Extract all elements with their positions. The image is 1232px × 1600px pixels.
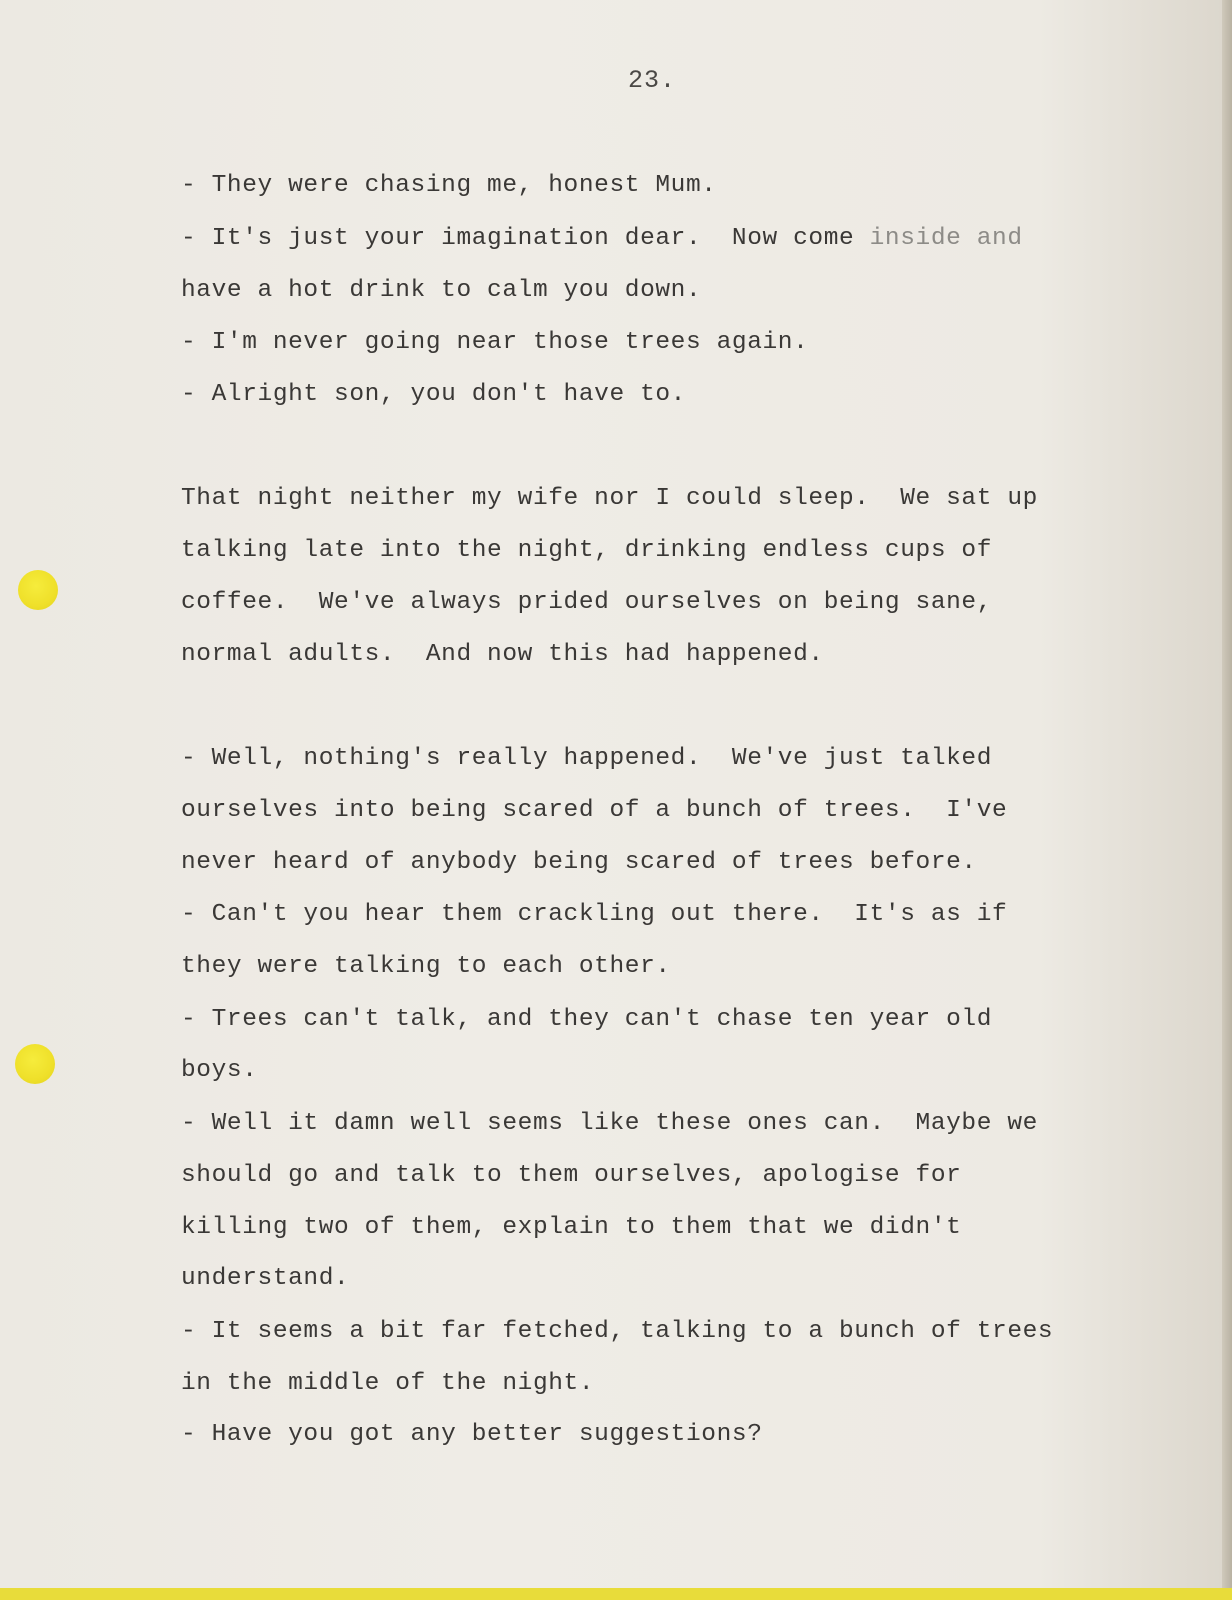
text-line: never heard of anybody being scared of trees before.: [181, 849, 977, 876]
text-line: - It's just your imagination dear. Now come inside and: [181, 225, 1023, 252]
binder-hole-bottom: [15, 1044, 55, 1084]
text-line: normal adults. And now this had happened.: [181, 641, 824, 668]
text-line: - Trees can't talk, and they can't chase ten year old: [181, 1006, 993, 1033]
faded-text: inside and: [869, 225, 1023, 252]
text-line: - Well, nothing's really happened. We've just talked: [181, 745, 993, 772]
binder-hole-top: [18, 570, 58, 610]
text-line: - Alright son, you don't have to.: [181, 381, 686, 408]
text-line: - I'm never going near those trees again.: [181, 329, 809, 356]
text-line: ourselves into being scared of a bunch of trees. I've: [181, 797, 1008, 824]
text-line: should go and talk to them ourselves, apologise for: [181, 1162, 962, 1189]
text-line: they were talking to each other.: [181, 953, 671, 980]
page-right-edge: [1222, 0, 1232, 1600]
page-number: 23.: [628, 66, 677, 95]
text-line: - They were chasing me, honest Mum.: [181, 172, 717, 199]
text-line: talking late into the night, drinking endless cups of: [181, 537, 993, 564]
text-line: understand.: [181, 1265, 350, 1292]
text-line: - Well it damn well seems like these ones can. Maybe we: [181, 1110, 1038, 1137]
text-line: in the middle of the night.: [181, 1370, 595, 1397]
text-line: have a hot drink to calm you down.: [181, 277, 702, 304]
text-line: - Have you got any better suggestions?: [181, 1421, 763, 1448]
text-line: That night neither my wife nor I could sleep. We sat up: [181, 485, 1038, 512]
yellow-sheet-edge: [0, 1588, 1232, 1600]
text-line: killing two of them, explain to them that we didn't: [181, 1214, 962, 1241]
text-line: coffee. We've always prided ourselves on being sane,: [181, 589, 993, 616]
text-line: boys.: [181, 1057, 258, 1084]
text-line: - It seems a bit far fetched, talking to a bunch of trees: [181, 1318, 1054, 1345]
text-line: - Can't you hear them crackling out there. It's as if: [181, 901, 1008, 928]
